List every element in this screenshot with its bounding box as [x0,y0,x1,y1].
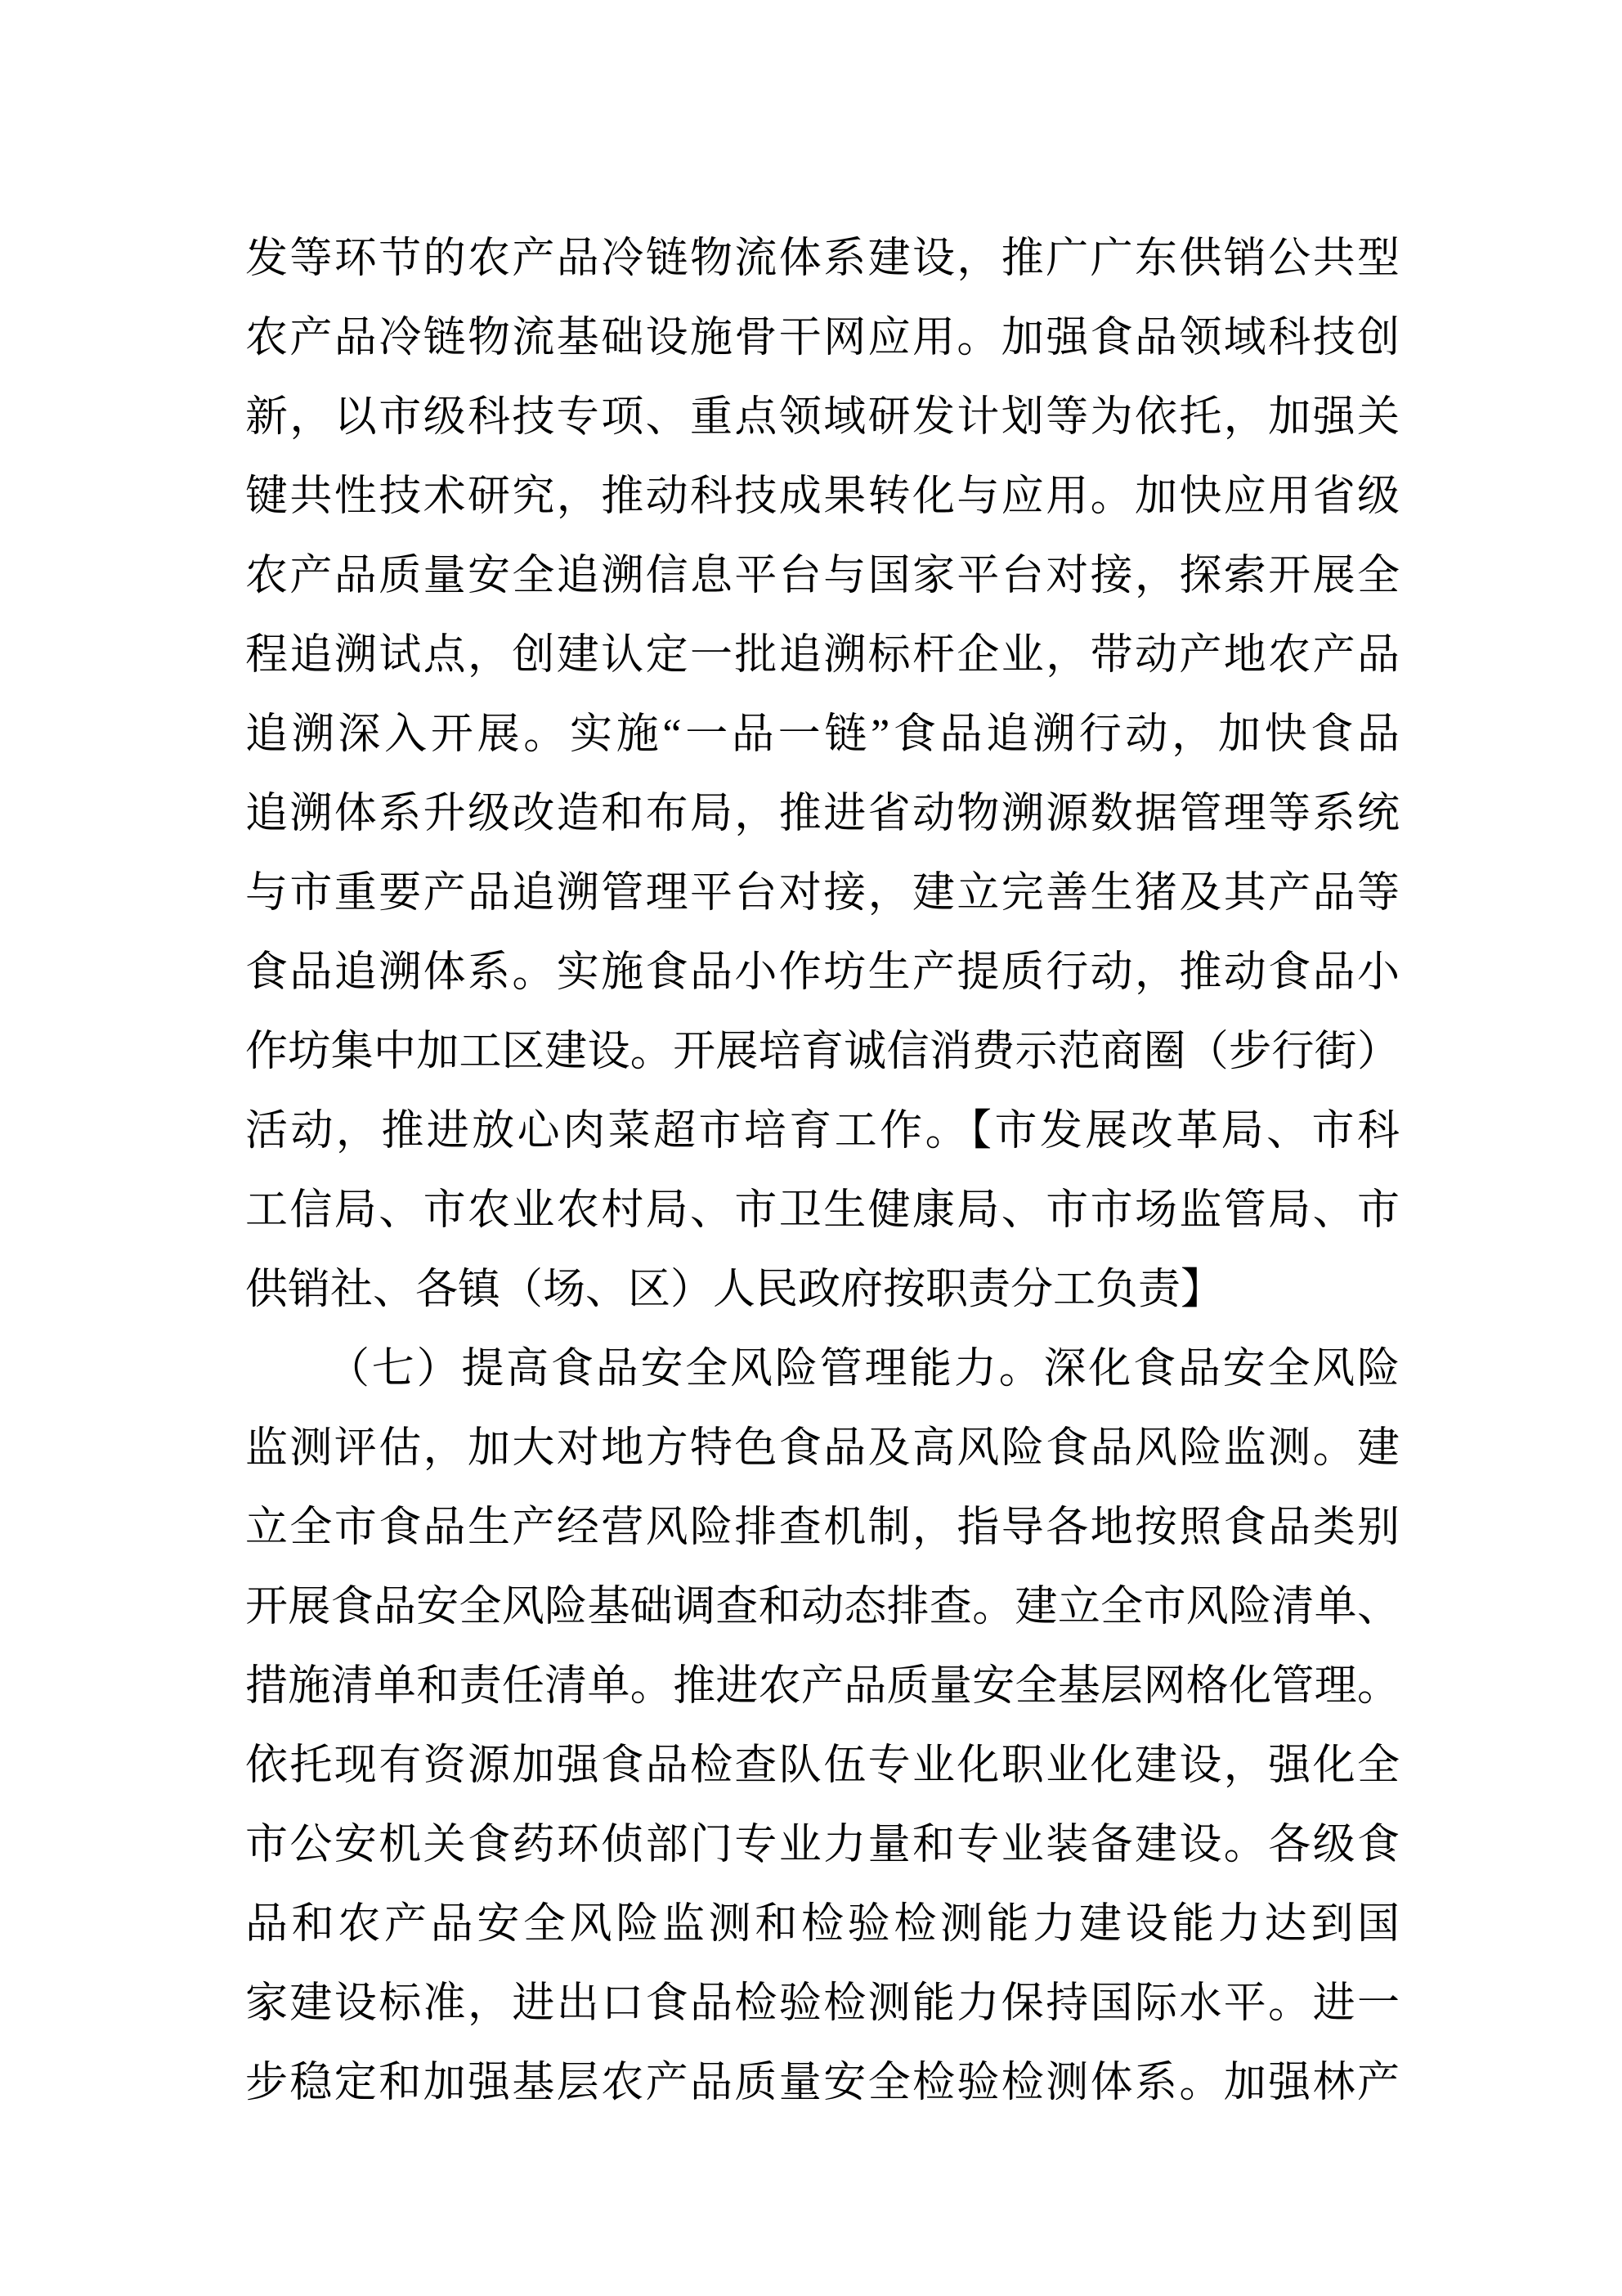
text-line: 作坊集中加工区建设。开展培育诚信消费示范商圈（步行街） [245,1029,1400,1075]
paragraph-continuation [245,219,1400,1330]
text-line: 工信局、市农业农村局、市卫生健康局、市市场监管局、市 [245,1187,1400,1234]
text-line: 活动，推进放心肉菜超市培育工作。【市发展改革局、市科 [245,1108,1400,1155]
text-line: 食品追溯体系。实施食品小作坊生产提质行动，推动食品小 [245,949,1400,996]
text-line: 新，以市级科技专项、重点领域研发计划等为依托，加强关 [245,394,1400,441]
text-line: 供销社、各镇（场、区）人民政府按职责分工负责】 [245,1267,1224,1313]
text-line: 立全市食品生产经营风险排查机制，指导各地按照食品类别 [245,1505,1400,1551]
text-line: 键共性技术研究，推动科技成果转化与应用。加快应用省级 [245,473,1400,520]
text-line: 农产品质量安全追溯信息平台与国家平台对接，探索开展全 [245,553,1400,599]
text-line: 市公安机关食药环侦部门专业力量和专业装备建设。各级食 [245,1822,1400,1868]
text-line: 追溯深入开展。实施“一品一链”食品追溯行动，加快食品 [245,711,1400,758]
text-line: 品和农产品安全风险监测和检验检测能力建设能力达到国 [245,1901,1400,1948]
text-line: 程追溯试点，创建认定一批追溯标杆企业，带动产地农产品 [245,632,1400,679]
text-line: 追溯体系升级改造和布局，推进省动物溯源数据管理等系统 [245,791,1400,837]
text-line: （七）提高食品安全风险管理能力。深化食品安全风险 [327,1346,1400,1392]
text-line: 步稳定和加强基层农产品质量安全检验检测体系。加强林产 [245,2060,1400,2106]
text-line: 农产品冷链物流基础设施骨干网应用。加强食品领域科技创 [245,315,1400,361]
paragraph-item-seven [245,1330,1400,2123]
text-line: 开展食品安全风险基础调查和动态排查。建立全市风险清单、 [245,1584,1400,1630]
text-line: 措施清单和责任清单。推进农产品质量安全基层网格化管理。 [245,1663,1400,1710]
text-line: 家建设标准，进出口食品检验检测能力保持国际水平。进一 [245,1980,1400,2027]
text-line: 与市重要产品追溯管理平台对接，建立完善生猪及其产品等 [245,870,1400,917]
text-line: 监测评估，加大对地方特色食品及高风险食品风险监测。建 [245,1425,1400,1472]
text-line: 依托现有资源加强食品检查队伍专业化职业化建设，强化全 [245,1742,1400,1789]
text-block [245,219,1400,2123]
text-line: 发等环节的农产品冷链物流体系建设，推广广东供销公共型 [245,235,1400,282]
